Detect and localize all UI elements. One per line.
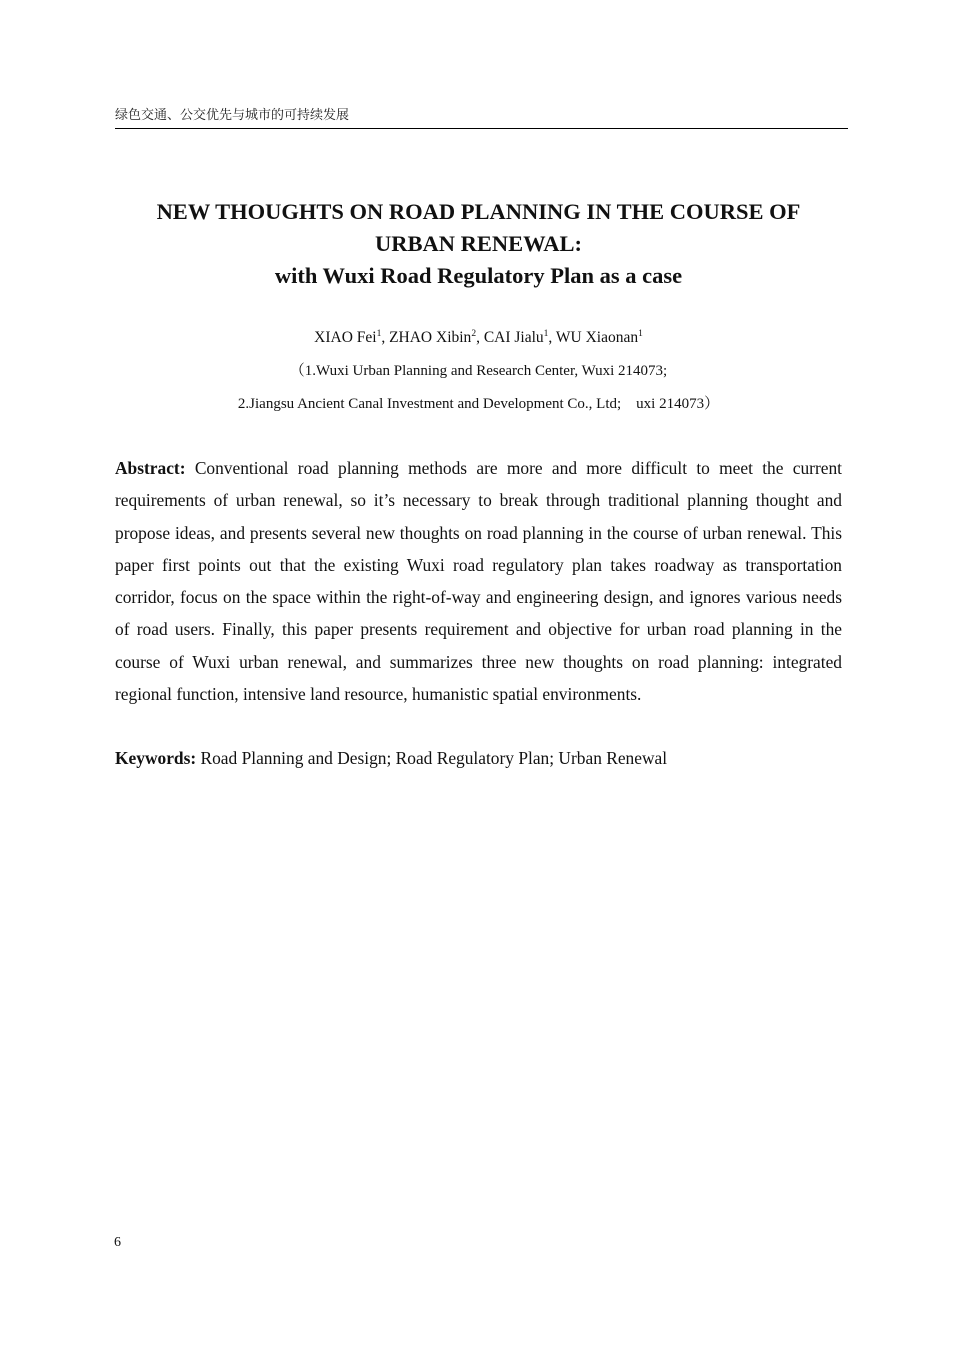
page-number: 6 [114,1235,121,1250]
abstract [115,452,842,710]
abstract-label: Abstract: [115,458,186,478]
paper-title [115,196,842,292]
author-name: XIAO Fei [314,329,377,346]
paper-title-line-2: URBAN RENEWAL: [375,231,582,256]
author-separator: , [548,329,556,346]
author-name: ZHAO Xibin [389,329,472,346]
author-affiliation-mark: 1 [638,329,643,339]
keywords-label: Keywords: [115,748,197,768]
affiliation-line-1: （1.Wuxi Urban Planning and Research Center, Wuxi 214073; [289,363,668,379]
paper-subtitle: with Wuxi Road Regulatory Plan as a case [274,263,683,288]
author-name: WU Xiaonan [555,329,639,346]
keywords [115,742,842,774]
running-header [115,106,848,129]
paper-title-line-1: NEW THOUGHTS ON ROAD PLANNING IN THE COURSE OF [156,199,801,224]
author-affiliation-mark: 1 [543,329,549,339]
abstract-text: Conventional road planning methods are more and more difficult to meet the current requirements of urban renewal, so it’s necessary to break through traditional planning thought and propose ideas, and presents several new thoughts on road planning in the course of urban renewal. This paper first points out that the existing Wuxi road regulatory plan takes roadway as transportation corridor, focus on the space within the right-of-way and engineering design, and ignores various needs of road users. Finally, this paper presents requirement and objective for urban road planning in the course of Wuxi urban renewal, and summarizes three new thoughts on road planning: integrated regional function, intensive land resource, humanistic spatial environments. [115,458,842,705]
running-header-title: 绿色交通、公交优先与城市的可持续发展 [115,108,350,123]
author-affiliation-mark: 2 [471,329,477,339]
author-separator: , [476,329,484,346]
author-name: CAI Jialu [483,329,544,346]
author-separator: , [381,329,390,346]
author-list [115,327,842,349]
keywords-text: Road Planning and Design; Road Regulatory Plan; Urban Renewal [200,748,668,768]
affiliation-line-2: 2.Jiangsu Ancient Canal Investment and Development Co., Ltd; uxi 214073） [237,396,720,412]
author-affiliation-mark: 1 [376,329,382,339]
